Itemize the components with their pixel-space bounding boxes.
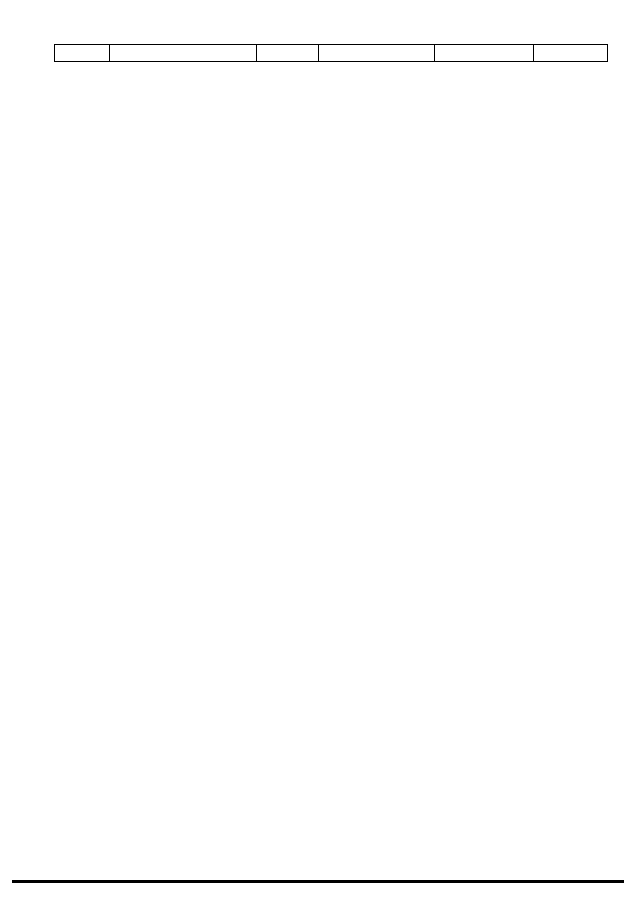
column-header (257, 45, 319, 62)
column-header (435, 45, 534, 62)
coordinates-table (54, 44, 608, 62)
column-header (110, 45, 257, 62)
header-row (55, 45, 608, 62)
column-header (55, 45, 110, 62)
bottom-rule (12, 880, 624, 883)
column-header (319, 45, 435, 62)
column-header (534, 45, 608, 62)
